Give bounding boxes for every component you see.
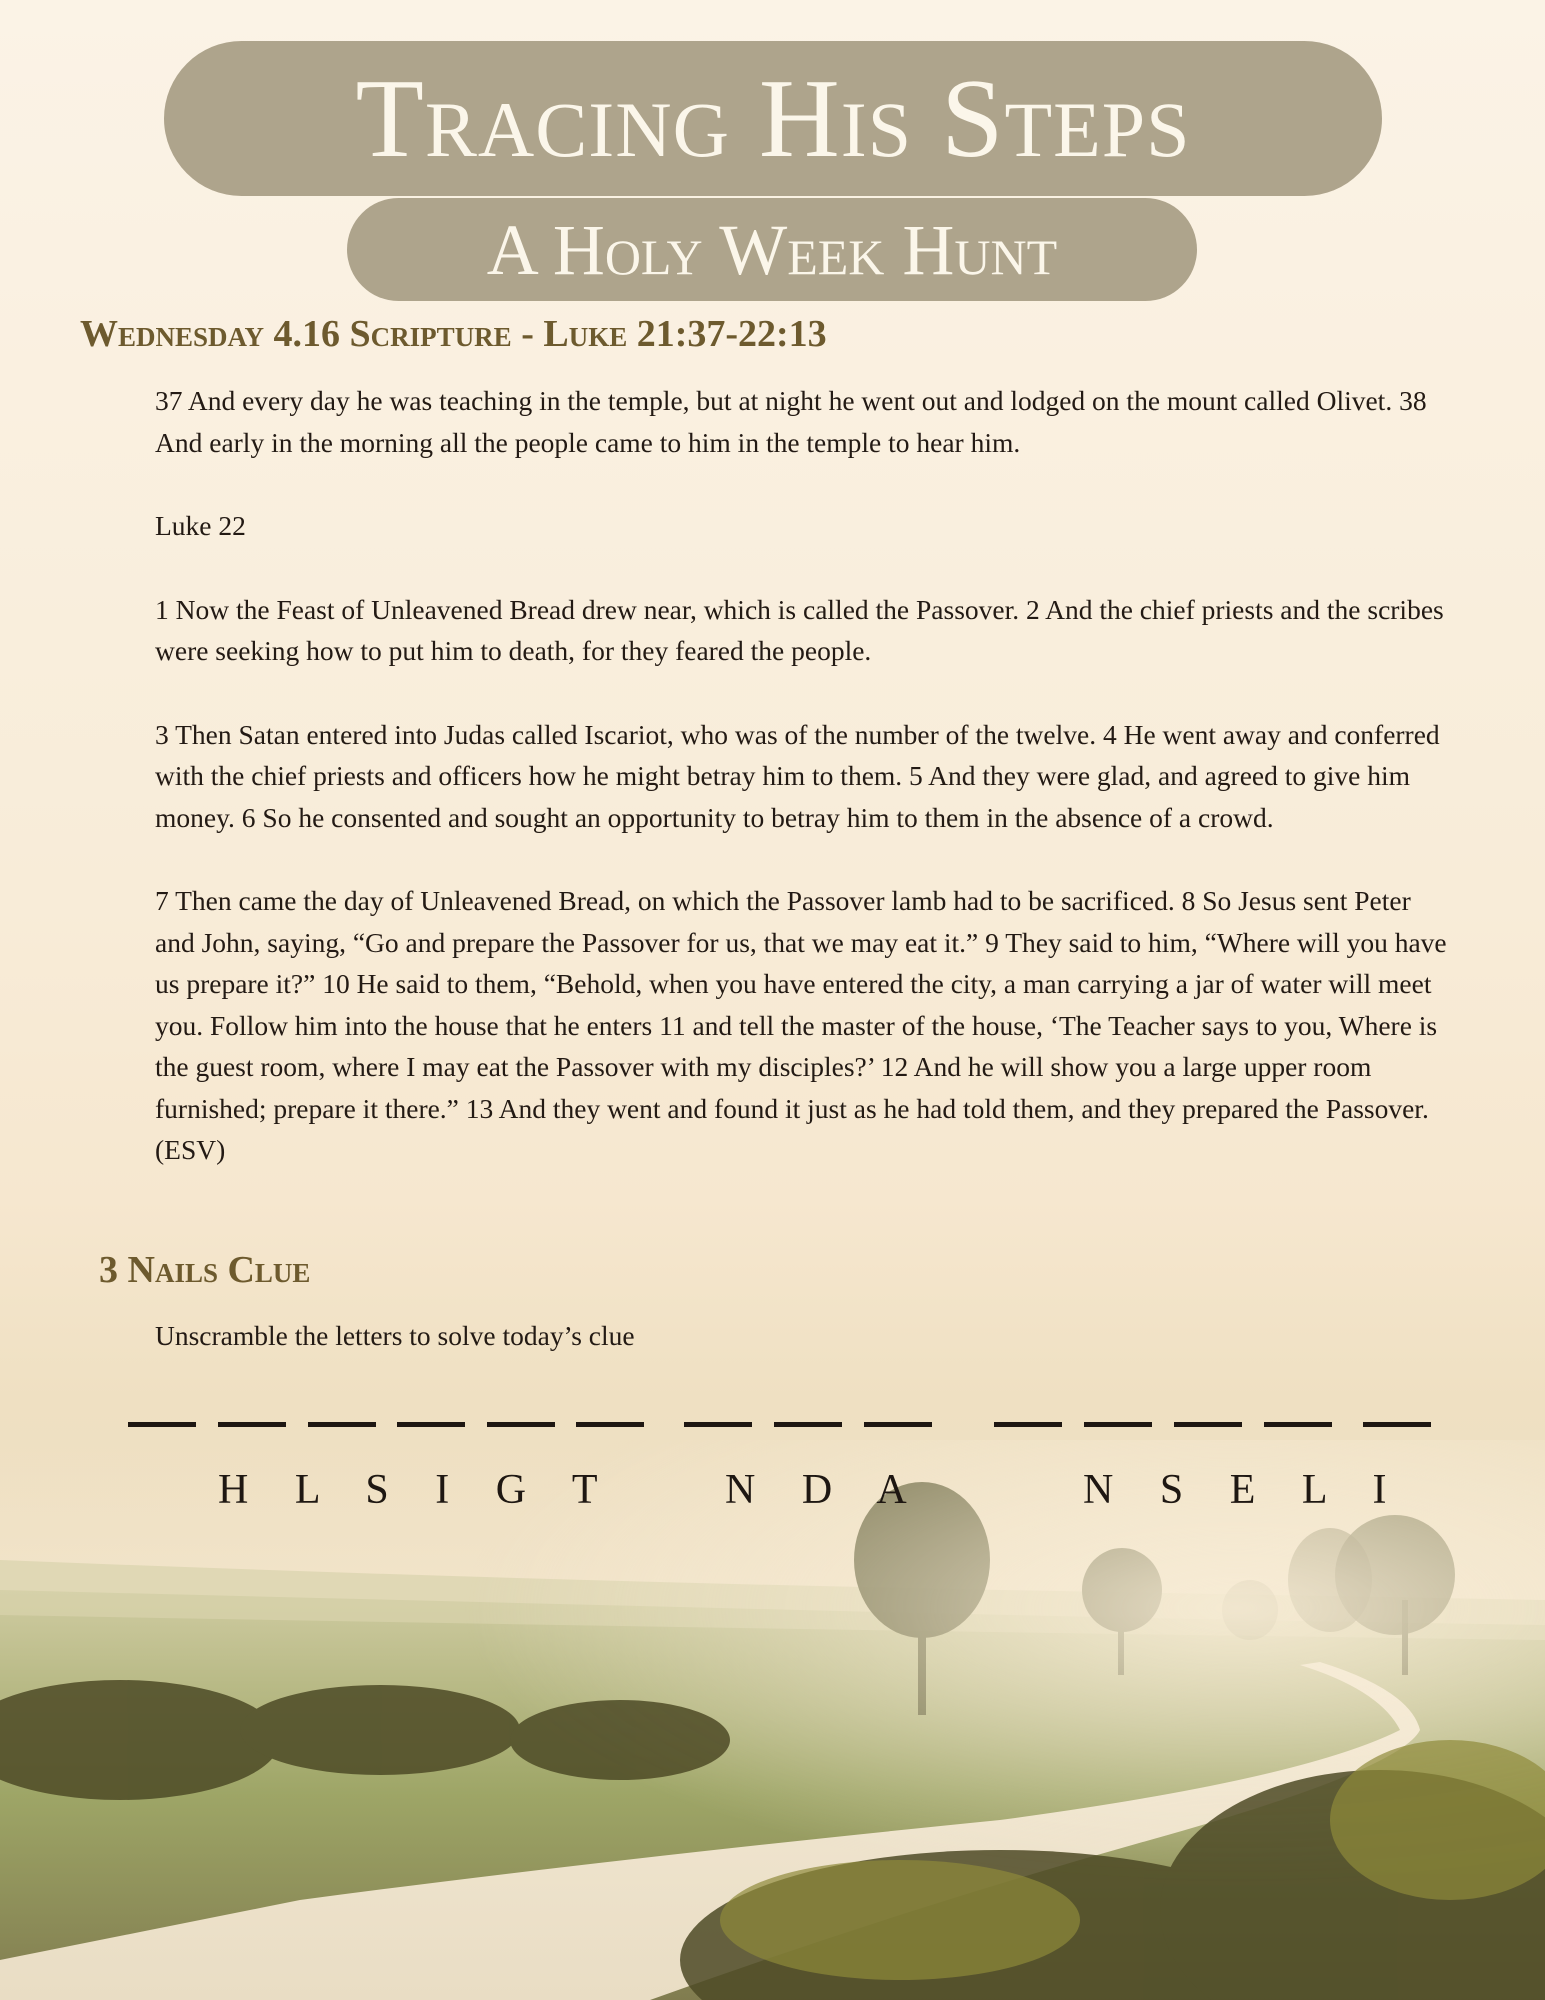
answer-blank xyxy=(128,1422,196,1427)
answer-blank xyxy=(487,1422,555,1427)
page-subtitle: A Holy Week Hunt xyxy=(486,209,1058,290)
scrambled-letters-word-3: N S E L I xyxy=(1083,1467,1405,1513)
page-title: Tracing His Steps xyxy=(355,56,1191,181)
scripture-paragraph: 37 And every day he was teaching in the temple, but at night he went out and lodged on the mount called Olivet. 38 And early in the morning all the people came to him in the temple to hear him. xyxy=(155,385,1427,458)
scripture-heading: Wednesday 4.16 Scripture - Luke 21:37-22:13 xyxy=(80,313,827,355)
answer-blank xyxy=(994,1422,1062,1427)
answer-blank xyxy=(308,1422,376,1427)
scrambled-letters-word-2: N D A xyxy=(725,1467,925,1513)
clue-heading: 3 Nails Clue xyxy=(99,1249,311,1291)
answer-blank xyxy=(1363,1422,1431,1427)
clue-instructions: Unscramble the letters to solve today’s clue xyxy=(155,1320,635,1351)
answer-blank xyxy=(1264,1422,1332,1427)
scripture-paragraph: 1 Now the Feast of Unleavened Bread drew near, which is called the Passover. 2 And the chief priests and the scribes were seeking how to put him to death, for they feared the people. xyxy=(155,593,1444,666)
answer-blank xyxy=(774,1422,842,1427)
answer-blank xyxy=(576,1422,644,1427)
subtitle-banner xyxy=(347,198,1197,301)
background-landscape-image xyxy=(0,1440,1545,2000)
answer-blank xyxy=(1174,1422,1242,1427)
answer-blank xyxy=(684,1422,752,1427)
scripture-paragraph: 7 Then came the day of Unleavened Bread, on which the Passover lamb had to be sacrificed. 8 So Jesus sent Peter and John, saying, “Go and prepare the Passover for us, that we may eat it.” 9 They said to him, “Where will you have us prepare it?” 10 He said to them, “Behold, when you have entered the city, a man carrying a jar of water will meet you. Follow him into the house that he enters 11 and tell the master of the house, ‘The Teacher says to you, Where is the guest room, where I may eat the Passover with my disciples?’ 12 And he will show you a large upper room furnished; prepare it there.” 13 And they went and found it just as he had told them, and they prepared the Passover. (ESV) xyxy=(155,885,1447,1165)
title-banner xyxy=(164,41,1382,196)
scripture-paragraph: Luke 22 xyxy=(155,510,246,541)
answer-blank xyxy=(218,1422,286,1427)
answer-blank xyxy=(864,1422,932,1427)
scripture-text xyxy=(155,380,1455,1213)
answer-blank xyxy=(397,1422,465,1427)
scripture-paragraph: 3 Then Satan entered into Judas called Iscariot, who was of the number of the twelve. 4 He went away and conferred with the chief priests and officers how he might betray him to them. 5 And they were glad, and agreed to give him money. 6 So he consented and sought an opportunity to betray him to them in the absence of a crowd. xyxy=(155,718,1440,833)
answer-blank xyxy=(1084,1422,1152,1427)
scrambled-letters-word-1: H L S I G T xyxy=(218,1467,616,1513)
